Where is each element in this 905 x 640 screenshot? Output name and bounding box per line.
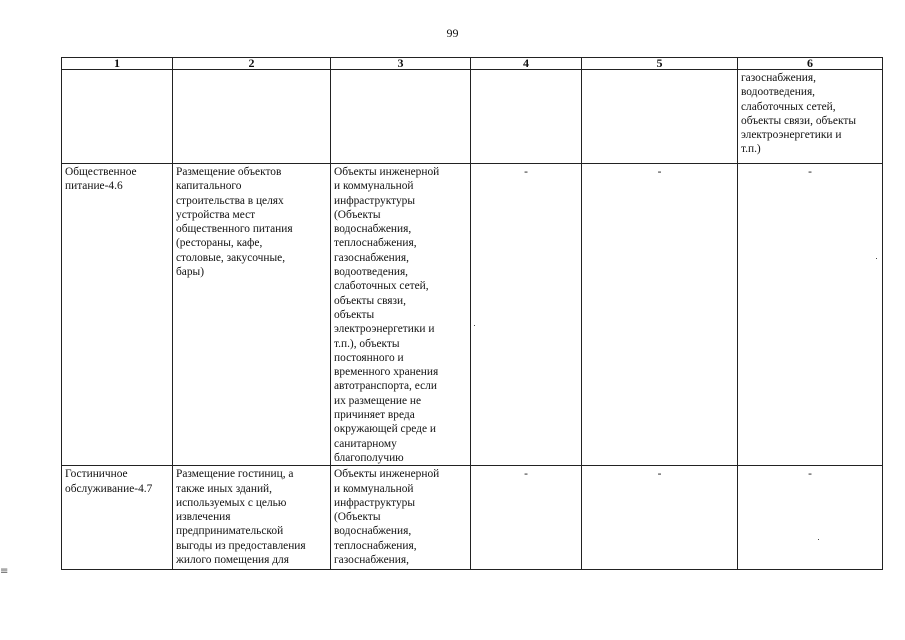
description-cell bbox=[173, 466, 331, 570]
table-cell bbox=[582, 164, 738, 466]
table-cell bbox=[173, 70, 331, 164]
scan-speck bbox=[474, 325, 475, 326]
scan-speck bbox=[876, 258, 877, 259]
header-row bbox=[62, 58, 883, 70]
cell-text: Общественное питание-4.6 bbox=[65, 166, 137, 193]
auxiliary-uses-cell bbox=[331, 164, 471, 466]
table-row-hotel-service bbox=[62, 466, 883, 570]
cell-text: газоснабжения, водоотведения, слаботочных сетей, объекты связи, объекты электроэнергетики и т.п.) bbox=[741, 72, 856, 156]
cell-text: - bbox=[657, 166, 662, 178]
table-cell bbox=[471, 164, 582, 466]
column-header-3: 3 bbox=[331, 58, 471, 70]
table-cell bbox=[471, 70, 582, 164]
column-header-6: 6 bbox=[738, 58, 883, 70]
cell-text: Объекты инженерной и коммунальной инфраструктуры (Объекты водоснабжения, теплоснабжения, газоснабжения, водоотведения, слаботочных сетей, объекты связи, объекты электроэнергетики и т.п.), объекты постоянного и временного хранения автотранспорта, если их размещение не причиняет вреда окружающей среде и санитарному благополучию bbox=[334, 166, 440, 464]
table-cell bbox=[582, 466, 738, 570]
cell-text: - bbox=[657, 468, 662, 481]
column-header-2: 2 bbox=[173, 58, 331, 70]
cell-text: Размещение объектов капитального строительства в целях устройства мест общественного питания (рестораны, кафе, столовые, закусочные, бары) bbox=[176, 166, 293, 279]
land-use-type-cell bbox=[62, 466, 173, 570]
column-header-1: 1 bbox=[62, 58, 173, 70]
land-use-type-cell bbox=[62, 164, 173, 466]
cell-text: Гостиничное обслуживание-4.7 bbox=[65, 468, 153, 495]
cell-text: Размещение гостиниц, а также иных зданий, используемых с целью извлечения предпринимательской выгоды из предоставления жилого помещения для bbox=[176, 468, 306, 567]
table-row-continuation bbox=[62, 70, 883, 164]
table-cell bbox=[582, 70, 738, 164]
page-number: 99 bbox=[446, 26, 459, 40]
table-row-public-catering bbox=[62, 164, 883, 466]
cell-text: - bbox=[808, 468, 812, 481]
table-cell bbox=[738, 164, 883, 466]
table-cell bbox=[471, 466, 582, 570]
description-cell bbox=[173, 164, 331, 466]
cell-text: - bbox=[524, 468, 528, 481]
table-cell bbox=[62, 70, 173, 164]
scan-speck bbox=[818, 539, 819, 540]
regulation-table bbox=[61, 57, 883, 570]
table-cell bbox=[331, 70, 471, 164]
cell-text: - bbox=[808, 166, 812, 178]
column-header-5: 5 bbox=[582, 58, 738, 70]
cell-text: Объекты инженерной и коммунальной инфраструктуры (Объекты водоснабжения, теплоснабжения, газоснабжения, bbox=[334, 468, 440, 567]
table-cell bbox=[738, 70, 883, 164]
column-header-4: 4 bbox=[471, 58, 582, 70]
cell-text: - bbox=[524, 166, 528, 178]
margin-binding-mark: ≡ bbox=[0, 566, 9, 577]
auxiliary-uses-cell bbox=[331, 466, 471, 570]
table-cell bbox=[738, 466, 883, 570]
